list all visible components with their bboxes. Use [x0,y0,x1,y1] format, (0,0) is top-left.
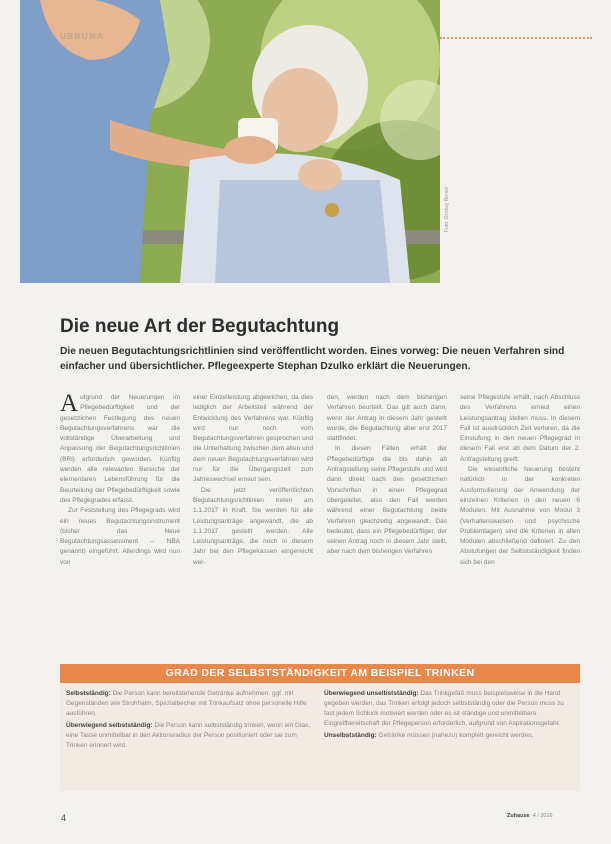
dropcap: A [60,393,79,417]
section-rubric: UBRUMA [60,32,105,41]
article-paragraph: Die wesentliche Neuerung besteht natürlich in der konkreten Ausformulierung der Anwendung der einzelnen Kriterien in den neuen 6 Modulen. Mit Ausnahme von Modul 3 (Verhaltensweisen und psychische Problemlagen) sind die Kriterien in allen Modulen abschließend definiert. Zu den Abstufungen der Selbstständigkeit finden sich bei den [460,466,580,566]
article-paragraph: einer Einzelleistung abgewichen, da dies lediglich der Arbeitsteil während der Entwicklung des Verfahrens war. Künftig wird nur noch vom Begutachtungsverfahren gesprochen und die Unterhaltung zwischen dem alten und dem neuen Begutachtungsverfahren wird nur für die Übergangszeit zum Jahreswechsel erneut sein. [193,394,313,484]
infobox-term: Selbstständig: [66,690,111,697]
article-photo [20,0,440,283]
infobox-title: GRAD DER SELBSTSTÄNDIGKEIT AM BEISPIEL TRINKEN [165,667,475,679]
article-column-4 [460,393,580,657]
infobox-term: Unselbstständig: [324,732,377,739]
article-paragraph: Zur Feststellung des Pflegegrads wird ein neues Begutachtungsinstrument (bisher das Neue Begutachtungsassessment – NBA genannt) eingeführt. Allerdings wird nun von [60,507,180,566]
infobox-entry [66,721,316,751]
infobox-entry [324,689,574,729]
footer-magazine [507,813,553,819]
infobox-text: Die Person kann selbstständig trinken, wenn ein Glas, eine Tasse unmittelbar in den Aktionsradius der Person positioniert oder sie zum Trinken erinnert wird. [66,722,311,749]
infobox-term: Überwiegend unselbstständig: [324,690,419,697]
issue-number: 4 / 2016 [532,813,553,819]
photo-illustration [20,0,440,283]
article-column-2 [193,393,313,657]
article-paragraph: In diesen Fällen erhält der Pflegebedürftige die bis dahin ab Antragstellung seine Pflegestufe und wird dann direkt nach den gesetzlichen Vorschriften in einen Pflegegrad übergeleitet, also den Fall werden während einer Begutachtung beide Verfahren gleichzeitig angewandt. Das bedeutet, dass ein Pflegebedürftiger, der seinen Antrag noch in diesem Jahr stellt, aber nach dem bisherigen Verfahren [327,445,447,556]
infobox-text: Getränke müssen (nahezu) komplett gereicht werden. [376,732,534,739]
rubric-dotted-line [440,37,592,39]
infobox-entry [324,731,574,741]
infobox-text: Die Person kann bereitstehende Getränke aufnehmen, ggf. mit Gegenständen wie Strohhalm, Spezialbecher mit Trinkaufsatz ohne personelle Hilfe ausführen. [66,690,307,717]
infobox-term: Überwiegend selbstständig: [66,722,153,729]
paragraph-text: ufgrund der Neuerungen im Pflegebedürftigkeit und der gesetzlichen Festlegung des neuen Begutachtungsverfahrens war die vollständige Überarbeitung und Anpassung der Begutachtungsrichtlinien (BRi) erforderlich geworden. Künftig werden alle relevanten Bereiche der elementaren Lebensführung für die Beurteilung der Pflegebedürftigkeit sowie des Pflegegrades erfasst. [60,394,180,504]
article-paragraph [60,393,180,506]
photo-credit: Foto: Ocskay Bence [444,186,450,232]
infobox-right-column [324,689,574,743]
infobox-text: Das Trinkgefäß muss beispielsweise in die Hand gegeben werden, das Trinken erfolgt jedoch selbstständig oder die Person muss zu fast jedem Schluck motiviert werden oder es ist ständige und unmittelbare Eingreifbereitschaft der Pflegeperson erforderlich, aufgrund von Aspirationsgefahr. [324,690,564,727]
infobox-entry [66,689,316,719]
article-column-3 [327,393,447,657]
article-paragraph: seine Pflegestufe erhält, nach Abschluss des Verfahrens erneut einen Leistungsantrag stellen muss. In diesem Fall ist ausdrücklich Zeit verloren, da die Einstufung in den neuen Pflegegrad in diesem Fall erst ab dem Datum der 2. Antragstellung greift. [460,394,580,463]
article-title: Die neue Art der Begutachtung [60,316,340,337]
page-number: 4 [61,813,67,823]
article-lead: Die neuen Begutachtungsrichtlinien sind veröffentlicht worden. Eines vorweg: Die neuen Verfahren sind einfacher und übersichtlicher. Pflegeexperte Stephan Dzulko erklärt die Neuerungen. [60,346,565,372]
article-body [60,393,581,657]
infobox [60,683,580,791]
article-paragraph: Die jetzt veröffentlichten Begutachtungsrichtlinien treten am 1.1.2017 in Kraft. Sie werden für alle Leistungsanträge angewandt, die ab 1.1.2017 gestellt werden. Alle Leistungsanträge, die noch in diesem Jahr bei den Pflegekassen eingereicht wer- [193,486,313,566]
magazine-name: Zuhause [507,813,530,819]
infobox-left-column [66,689,316,753]
article-paragraph: den, werden nach dem bisherigen Verfahren beurteilt. Das gilt auch dann, wenn der Antrag in diesem Jahr gestellt wurde, die Begutachtung aber erst 2017 stattfindet. [327,394,447,443]
infobox-header [60,664,580,683]
article-column-1 [60,393,180,657]
